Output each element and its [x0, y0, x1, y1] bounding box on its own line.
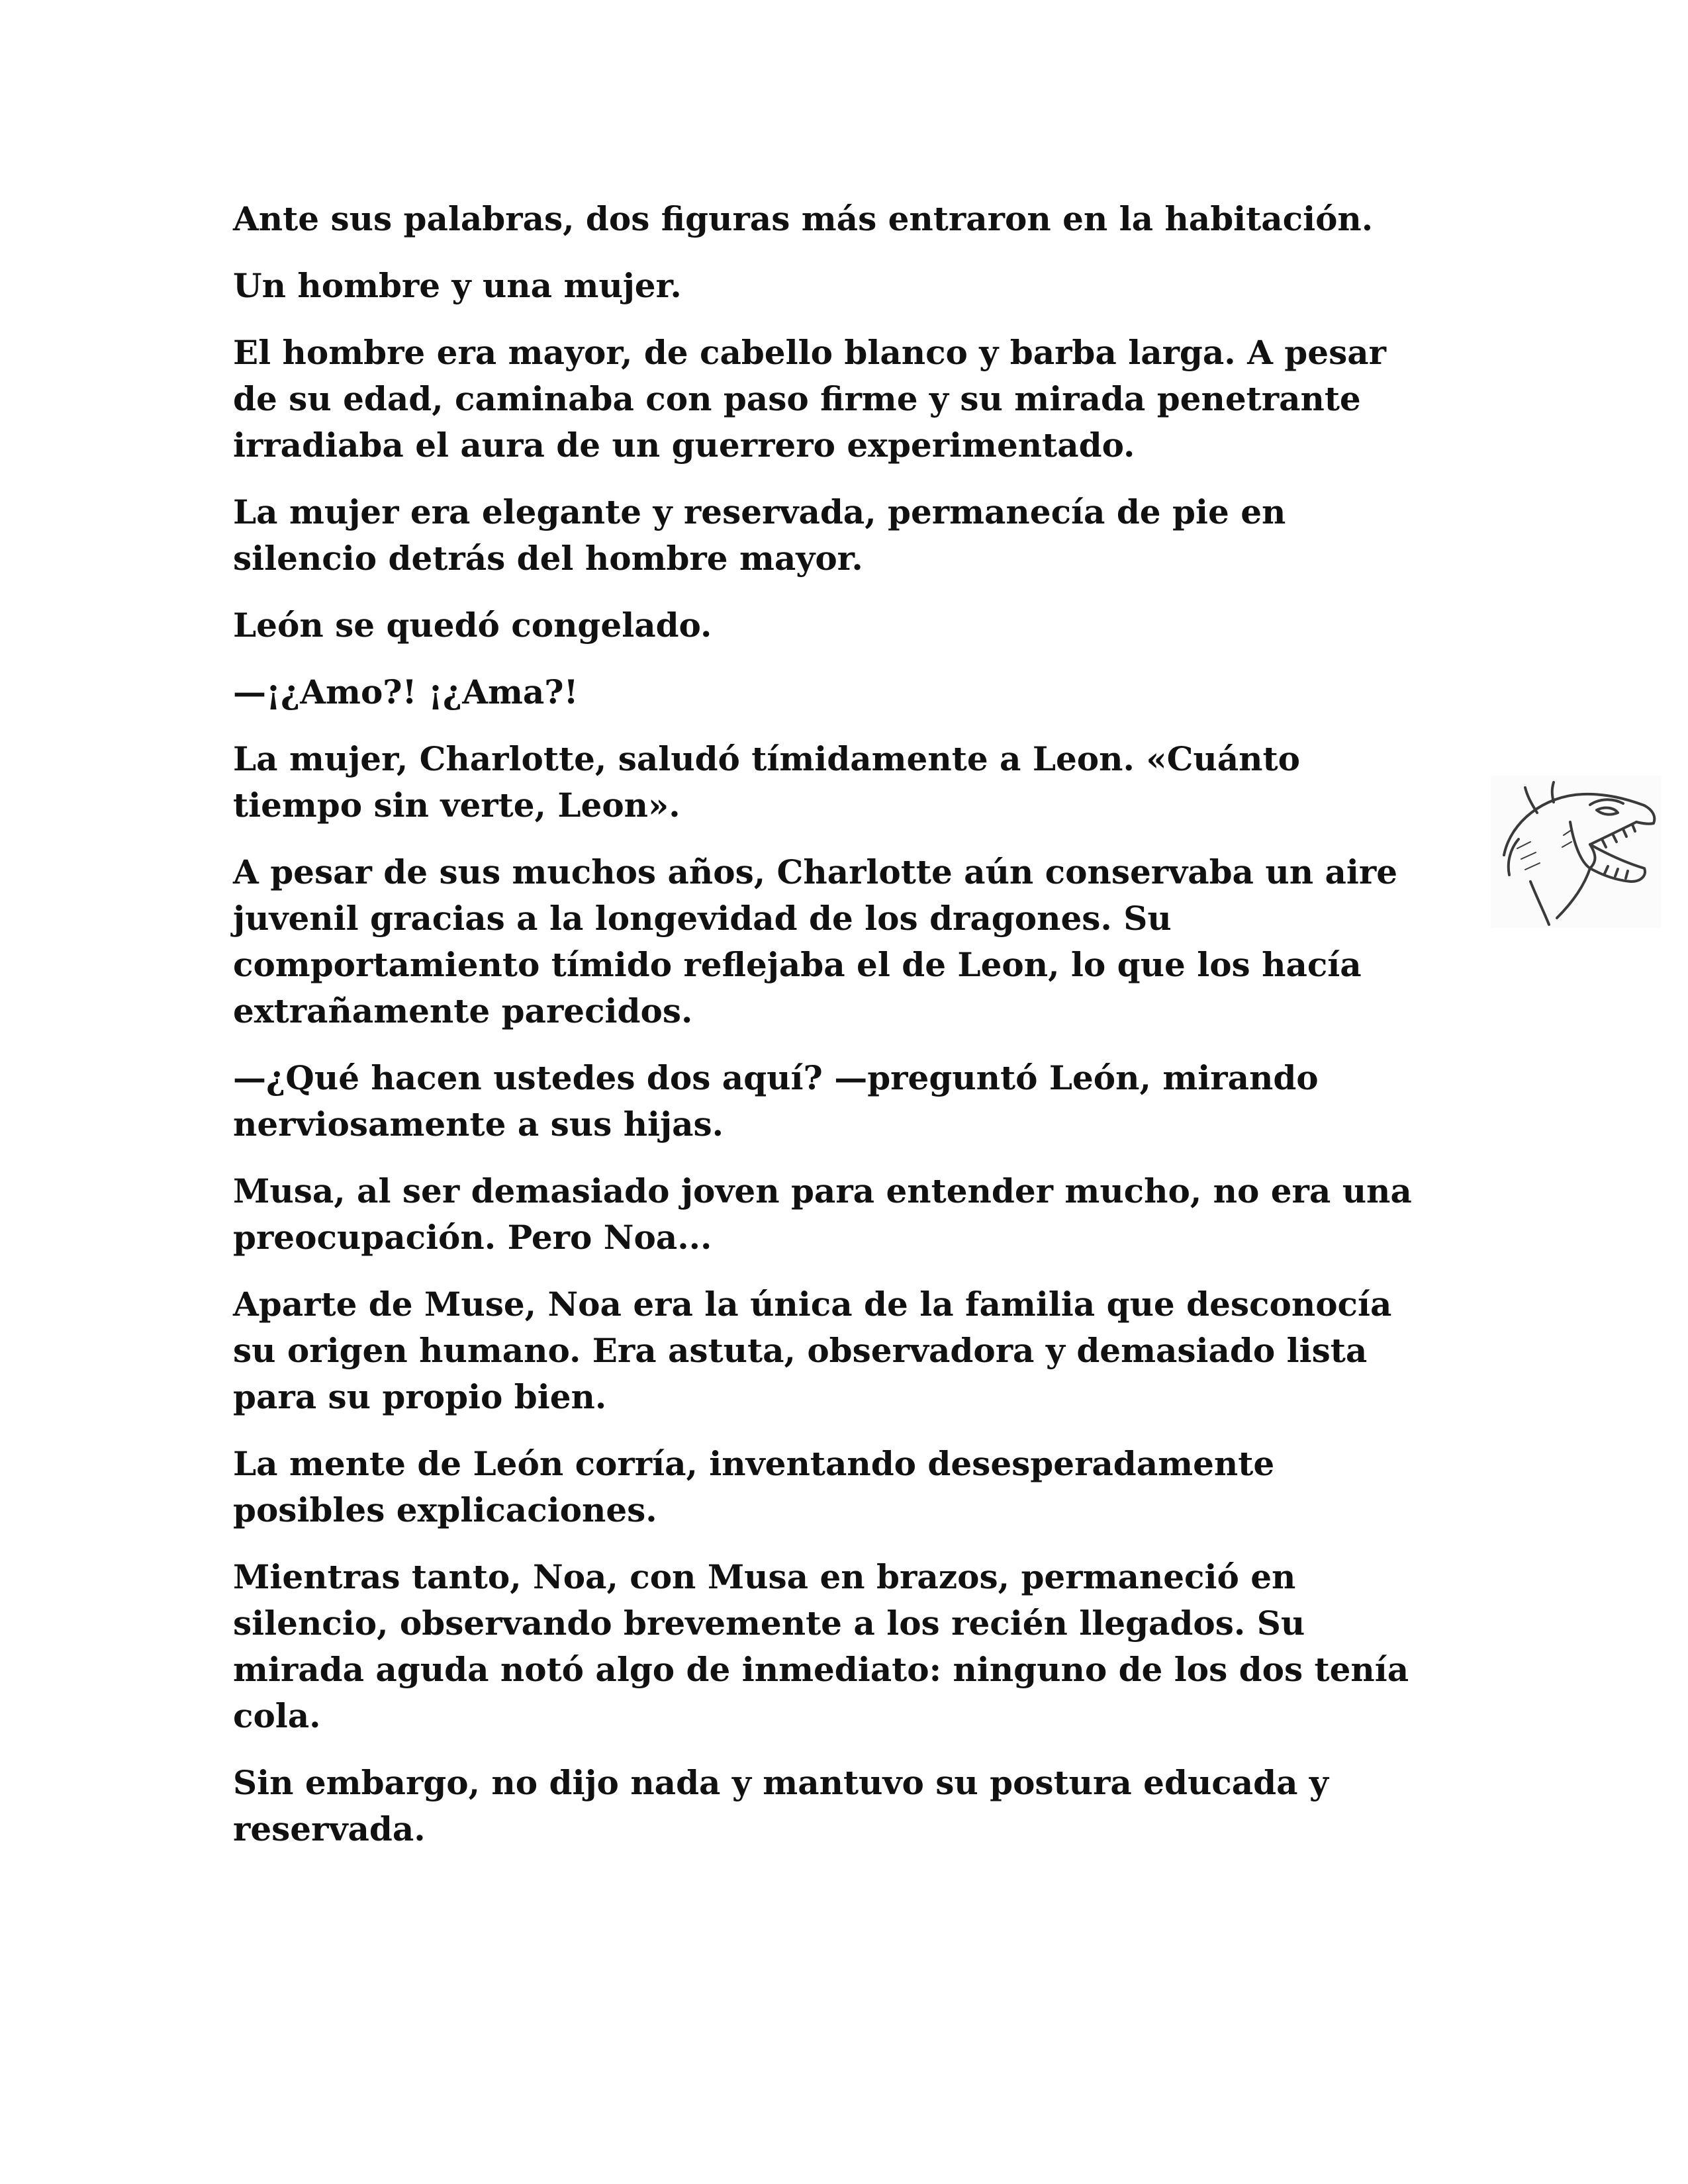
paragraph-11: Aparte de Muse, Noa era la única de la familia que desconocía su origen humano. Era astuta, observadora y demasiado lista para su propio bien.	[233, 1285, 1392, 1416]
paragraph-9: —¿Qué hacen ustedes dos aquí? —preguntó León, mirando nerviosamente a sus hijas.	[233, 1058, 1319, 1144]
paragraph-7: La mujer, Charlotte, saludó tímidamente a Leon. «Cuánto tiempo sin verte, Leon».	[233, 739, 1300, 825]
paragraph-13: Mientras tanto, Noa, con Musa en brazos, permaneció en silencio, observando brevemente a los recién llegados. Su mirada aguda notó algo de inmediato: ninguno de los dos tenía cola.	[233, 1557, 1409, 1735]
paragraph-5: León se quedó congelado.	[233, 606, 712, 645]
paragraph-12: La mente de León corría, inventando desesperadamente posibles explicaciones.	[233, 1444, 1275, 1529]
paragraph-2: Un hombre y una mujer.	[233, 266, 682, 305]
paragraph-8: A pesar de sus muchos años, Charlotte aún conservaba un aire juvenil gracias a la longevidad de los dragones. Su comportamiento tímido reflejaba el de Leon, lo que los hacía extrañamente parecidos.	[233, 852, 1398, 1030]
paragraph-3: El hombre era mayor, de cabello blanco y barba larga. A pesar de su edad, caminaba con paso firme y su mirada penetrante irradiaba el aura de un guerrero experimentado.	[233, 333, 1386, 465]
paragraph-10: Musa, al ser demasiado joven para entender mucho, no era una preocupación. Pero Noa...	[233, 1171, 1412, 1257]
paragraph-1: Ante sus palabras, dos figuras más entraron en la habitación.	[233, 199, 1374, 238]
dragon-head-sketch-icon	[1491, 776, 1662, 928]
paragraph-14: Sin embargo, no dijo nada y mantuvo su postura educada y reservada.	[233, 1763, 1329, 1848]
paragraph-6: —¡¿Amo?! ¡¿Ama?!	[233, 672, 579, 711]
story-text	[233, 196, 1458, 1873]
paragraph-4: La mujer era elegante y reservada, permanecía de pie en silencio detrás del hombre mayor.	[233, 492, 1286, 578]
